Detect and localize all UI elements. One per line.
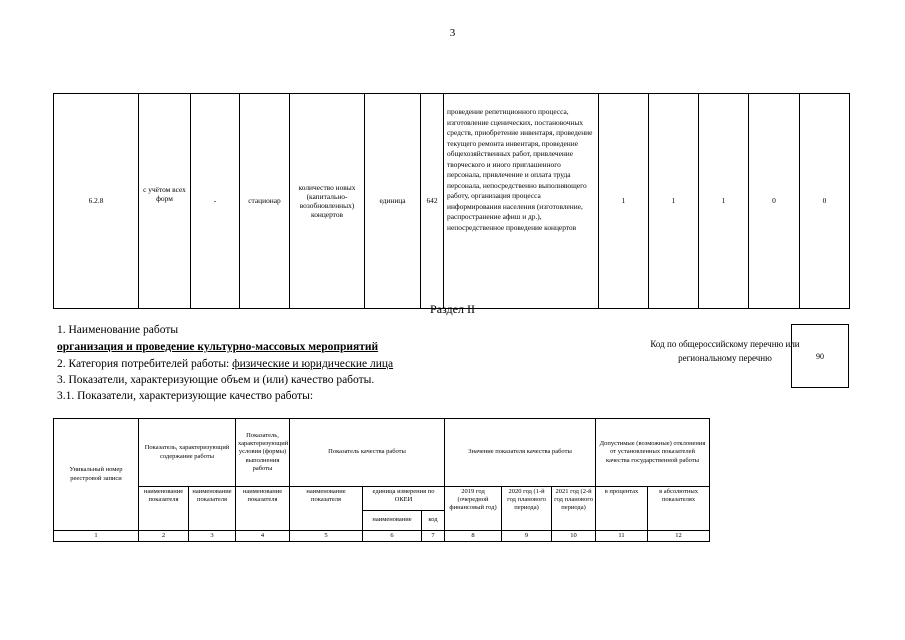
subheader-year-2020: 2020 год (1-й год планового периода)	[502, 487, 552, 531]
work-name-label: 1. Наименование работы	[57, 324, 179, 336]
quality-indicators-table	[53, 418, 710, 542]
column-number: 5	[290, 531, 363, 542]
column-number: 8	[445, 531, 502, 542]
subheader-okei-unit: единица измерения по ОКЕИ	[363, 487, 445, 511]
header-row-main	[54, 419, 710, 487]
column-number: 4	[236, 531, 290, 542]
consumer-category-label: 2. Категория потребителей работы:	[57, 358, 233, 370]
consumer-category-value: физические и юридические лица	[232, 358, 394, 370]
value-cell-1: 1	[599, 94, 649, 309]
value-cell-5: 0	[800, 94, 850, 309]
services-table-row	[53, 93, 850, 309]
content-cell: с учётом всех форм	[139, 94, 191, 309]
subheader-unit-code: код	[422, 511, 445, 531]
work-name-value: организация и проведение культурно-массовых мероприятий	[57, 341, 379, 353]
table-row	[54, 94, 850, 309]
page-number: 3	[449, 27, 456, 39]
subheader-percent: в процентах	[596, 487, 648, 531]
indicator-cell: количество новых (капитально-возобновленных) концертов	[290, 94, 365, 309]
registry-code-box: 90	[791, 324, 849, 388]
column-numbers-row	[54, 531, 710, 542]
subheader-absolute: в абсолютных показателях	[648, 487, 710, 531]
column-number: 12	[648, 531, 710, 542]
header-quality-values: Значение показателя качества работы	[445, 419, 596, 487]
subheader-indicator-name: наименование показателя	[290, 487, 363, 531]
subheader-unit-name: наименование	[363, 511, 422, 531]
row-number: 6.2.8	[54, 94, 139, 309]
header-quality-indicator: Показатель качества работы	[290, 419, 445, 487]
value-cell-3: 1	[699, 94, 749, 309]
value-cell-4: 0	[749, 94, 800, 309]
subheader-year-2021: 2021 год (2-й год планового периода)	[552, 487, 596, 531]
column-number: 7	[422, 531, 445, 542]
subheader-year-2019: 2019 год (очередной финансовый год)	[445, 487, 502, 531]
condition-cell: стационар	[240, 94, 290, 309]
column-number: 3	[189, 531, 236, 542]
column-number: 2	[139, 531, 189, 542]
consumer-category-line	[57, 358, 393, 370]
registry-code-label: Код по общероссийскому перечню или региональному перечню	[650, 339, 800, 363]
unit-cell: единица	[365, 94, 421, 309]
subheader-name-3: наименование показателя	[236, 487, 290, 531]
value-cell-2: 1	[649, 94, 699, 309]
header-row-sub	[54, 487, 710, 511]
subheader-name-1: наименование показателя	[139, 487, 189, 531]
subheader-name-2: наименование показателя	[189, 487, 236, 531]
description-cell: проведение репетиционного процесса, изготовление сценических, постановочных средств, приобретение инвентаря, проведение текущего ремонта инвентаря, проведение общехозяйственных работ, привлечение творческого и иного приглашенного персонала, привлечение и оплата труда персонала, непосредственно выполняющего работу, организация процесса информирования населения (изготовление, распространение афиш и др.), непосредственное проведение концертов	[444, 94, 599, 309]
header-content-indicator: Показатель, характеризующий содержание работы	[139, 419, 236, 487]
column-number: 6	[363, 531, 422, 542]
header-deviations: Допустимые (возможные) отклонения от установленных показателей качества государственной работы	[596, 419, 710, 487]
code-cell: 642	[421, 94, 444, 309]
column-number: 10	[552, 531, 596, 542]
indicators-heading: 3. Показатели, характеризующие объем и (или) качество работы.	[57, 374, 375, 386]
header-conditions-indicator: Показатель, характеризующий условия (формы) выполнения работы	[236, 419, 290, 487]
header-unique-number: Уникальный номер реестровой записи	[54, 419, 139, 531]
column-number: 11	[596, 531, 648, 542]
column-number: 1	[54, 531, 139, 542]
dash-cell: -	[191, 94, 240, 309]
column-number: 9	[502, 531, 552, 542]
section-title: Раздел II	[430, 302, 475, 316]
quality-indicators-heading: 3.1. Показатели, характеризующие качество работы:	[57, 390, 314, 402]
